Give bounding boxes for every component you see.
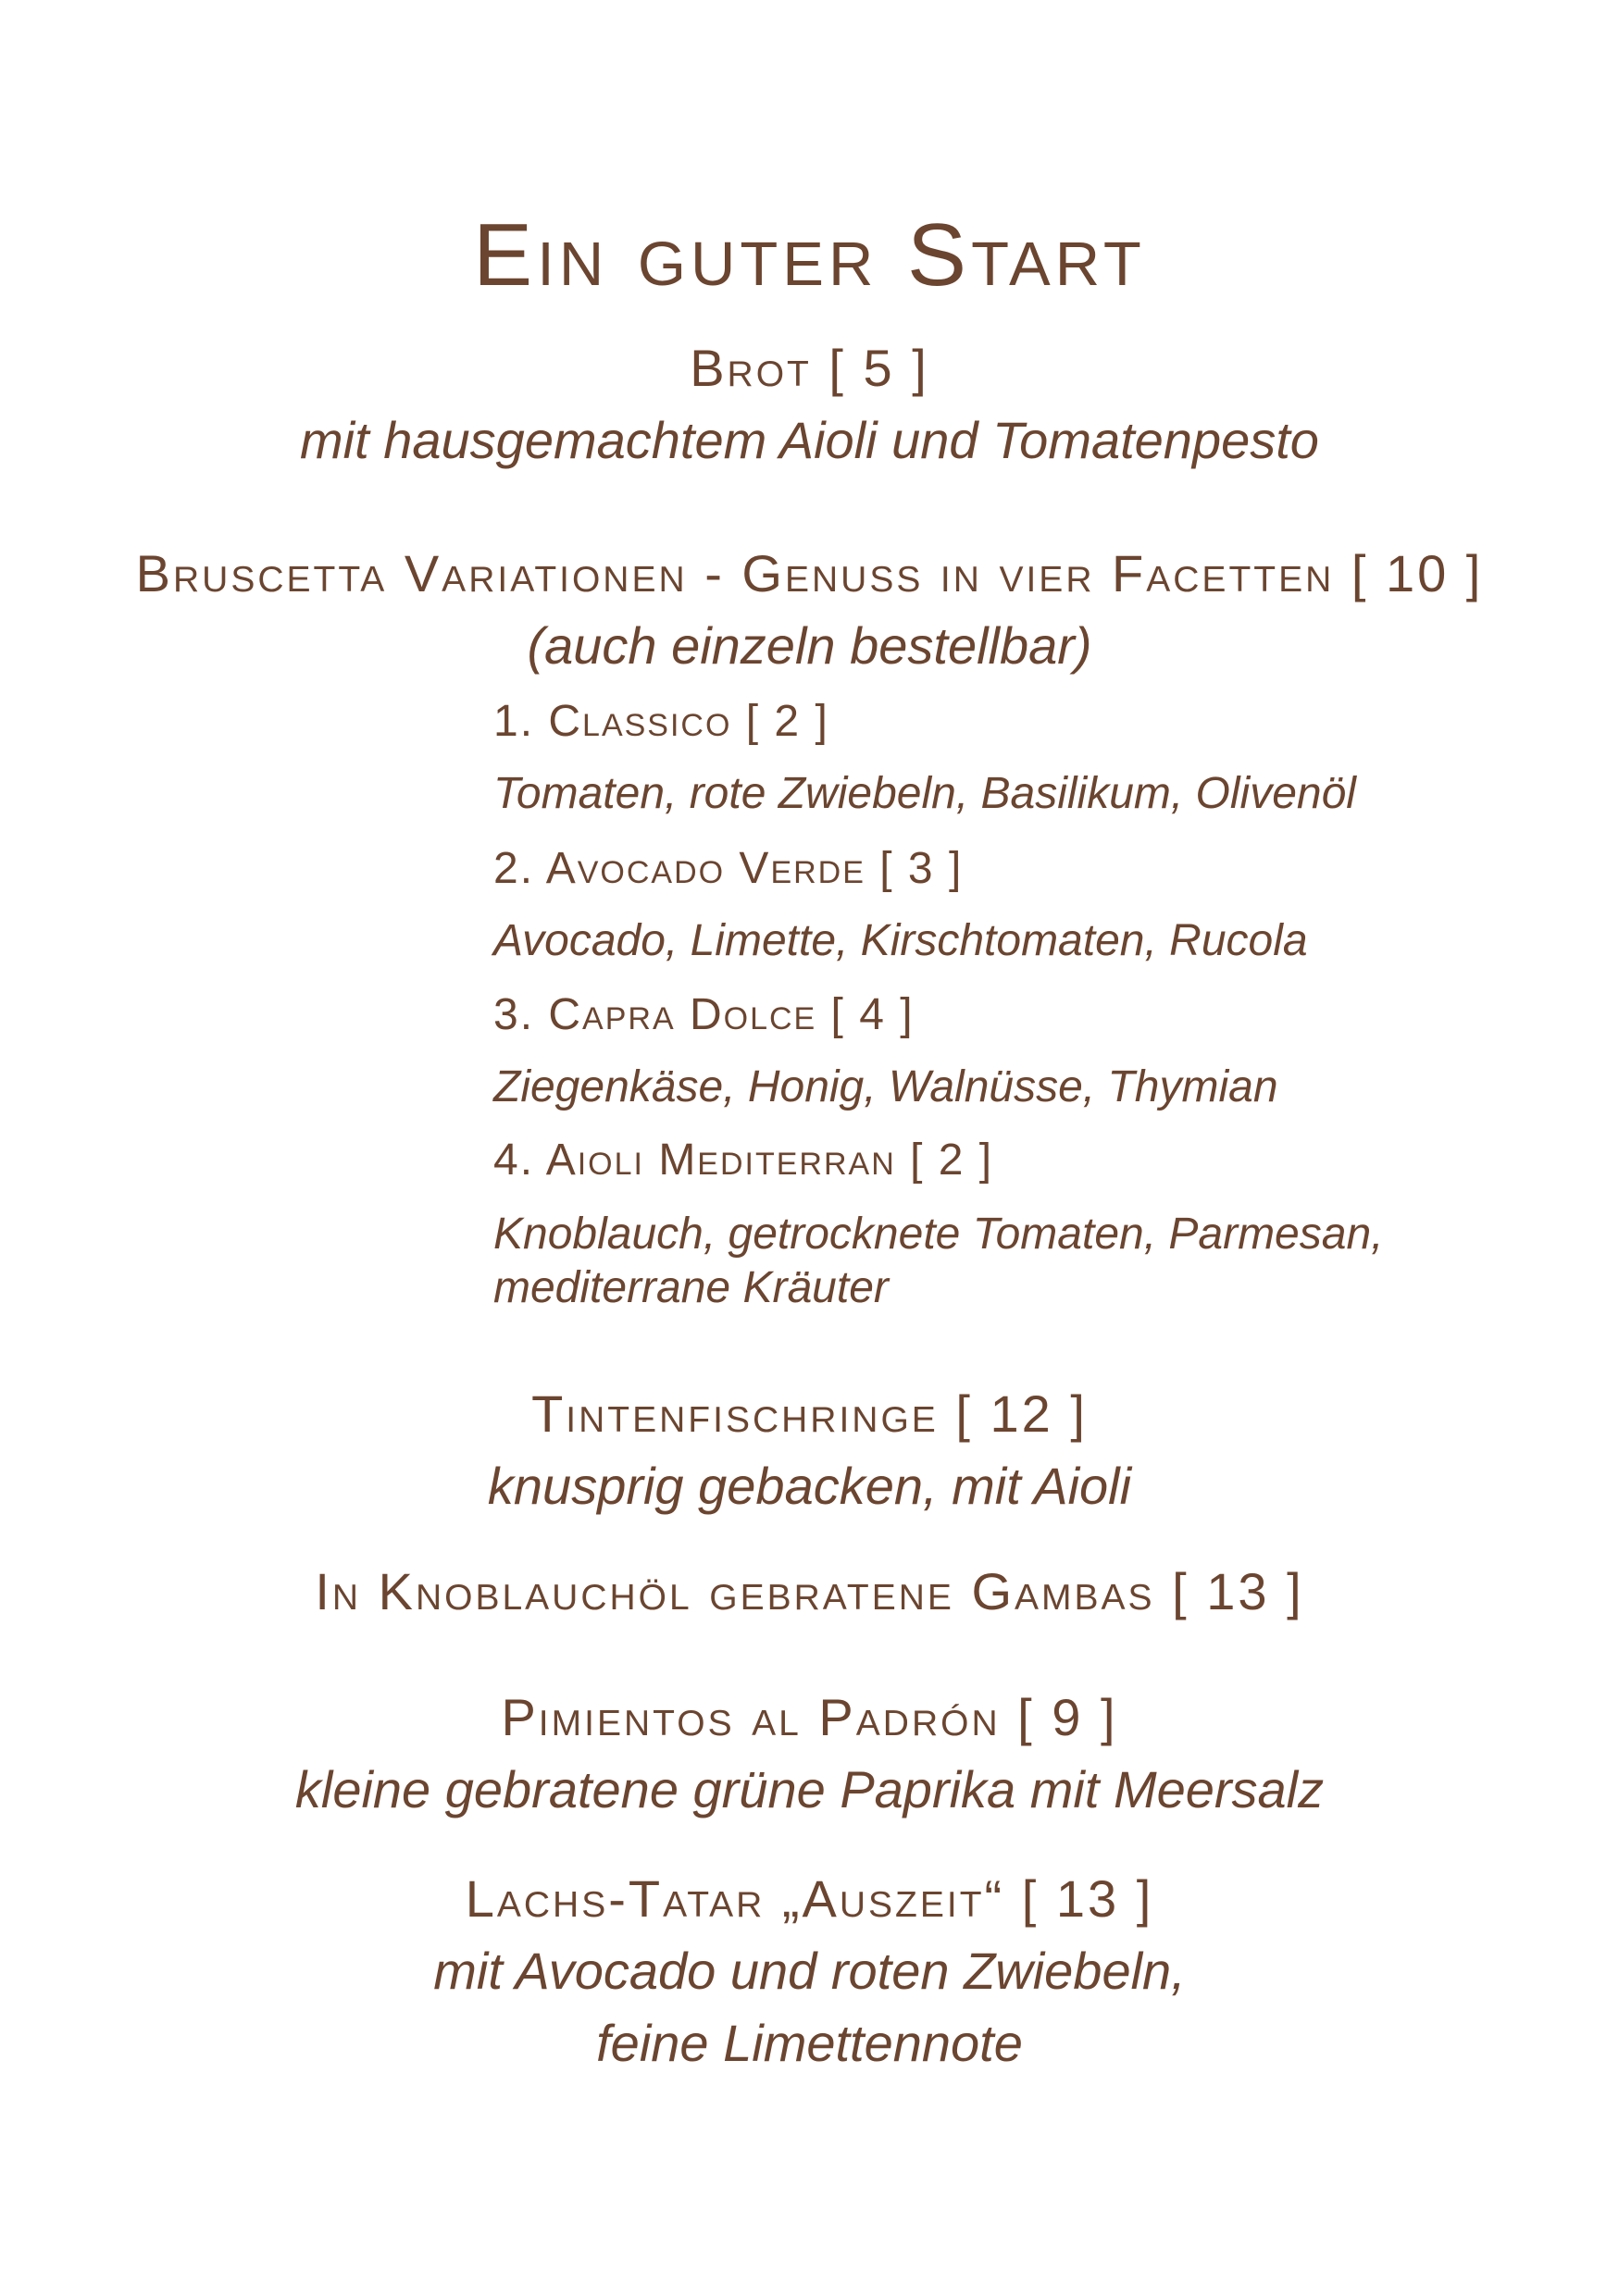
variant-desc-classico: Tomaten, rote Zwiebeln, Basilikum, Olivenöl [493,769,1356,818]
item-name-lachs-tatar: Lachs-Tatar „Auszeit“ [ 13 ] [465,1869,1154,1928]
item-note-bruscetta: (auch einzeln bestellbar) [527,616,1092,675]
variant-name-capra-dolce: 3. Capra Dolce [ 4 ] [493,990,915,1039]
item-desc-pimientos: kleine gebratene grüne Paprika mit Meersalz [294,1760,1325,1818]
item-name-pimientos: Pimientos al Padrón [ 9 ] [501,1688,1118,1746]
item-desc-lachs-tatar-line1: mit Avocado und roten Zwiebeln, [433,1942,1186,2000]
variant-name-classico: 1. Classico [ 2 ] [493,697,829,746]
item-desc-brot: mit hausgemachtem Aioli und Tomatenpesto [300,411,1319,469]
item-name-bruscetta: Bruscetta Variationen - Genuss in vier Facetten [ 10 ] [135,544,1484,602]
item-desc-tintenfischringe: knusprig gebacken, mit Aioli [487,1457,1132,1515]
item-name-gambas: In Knoblauchöl gebratene Gambas [ 13 ] [315,1562,1304,1620]
item-desc-lachs-tatar-line2: feine Limettennote [596,2014,1023,2072]
variant-desc-avocado-verde: Avocado, Limette, Kirschtomaten, Rucola [493,916,1308,965]
variant-name-aioli-mediterran: 4. Aioli Mediterran [ 2 ] [493,1136,994,1185]
section-title: Ein guter Start [473,205,1146,304]
variant-name-avocado-verde: 2. Avocado Verde [ 3 ] [493,844,964,893]
variant-desc-capra-dolce: Ziegenkäse, Honig, Walnüsse, Thymian [493,1062,1278,1111]
variant-desc-aioli-mediterran-line1: Knoblauch, getrocknete Tomaten, Parmesan, [493,1210,1384,1259]
item-name-tintenfischringe: Tintenfischringe [ 12 ] [531,1384,1088,1443]
item-name-brot: Brot [ 5 ] [690,339,929,397]
variant-desc-aioli-mediterran-line2: mediterrane Kräuter [493,1263,889,1312]
